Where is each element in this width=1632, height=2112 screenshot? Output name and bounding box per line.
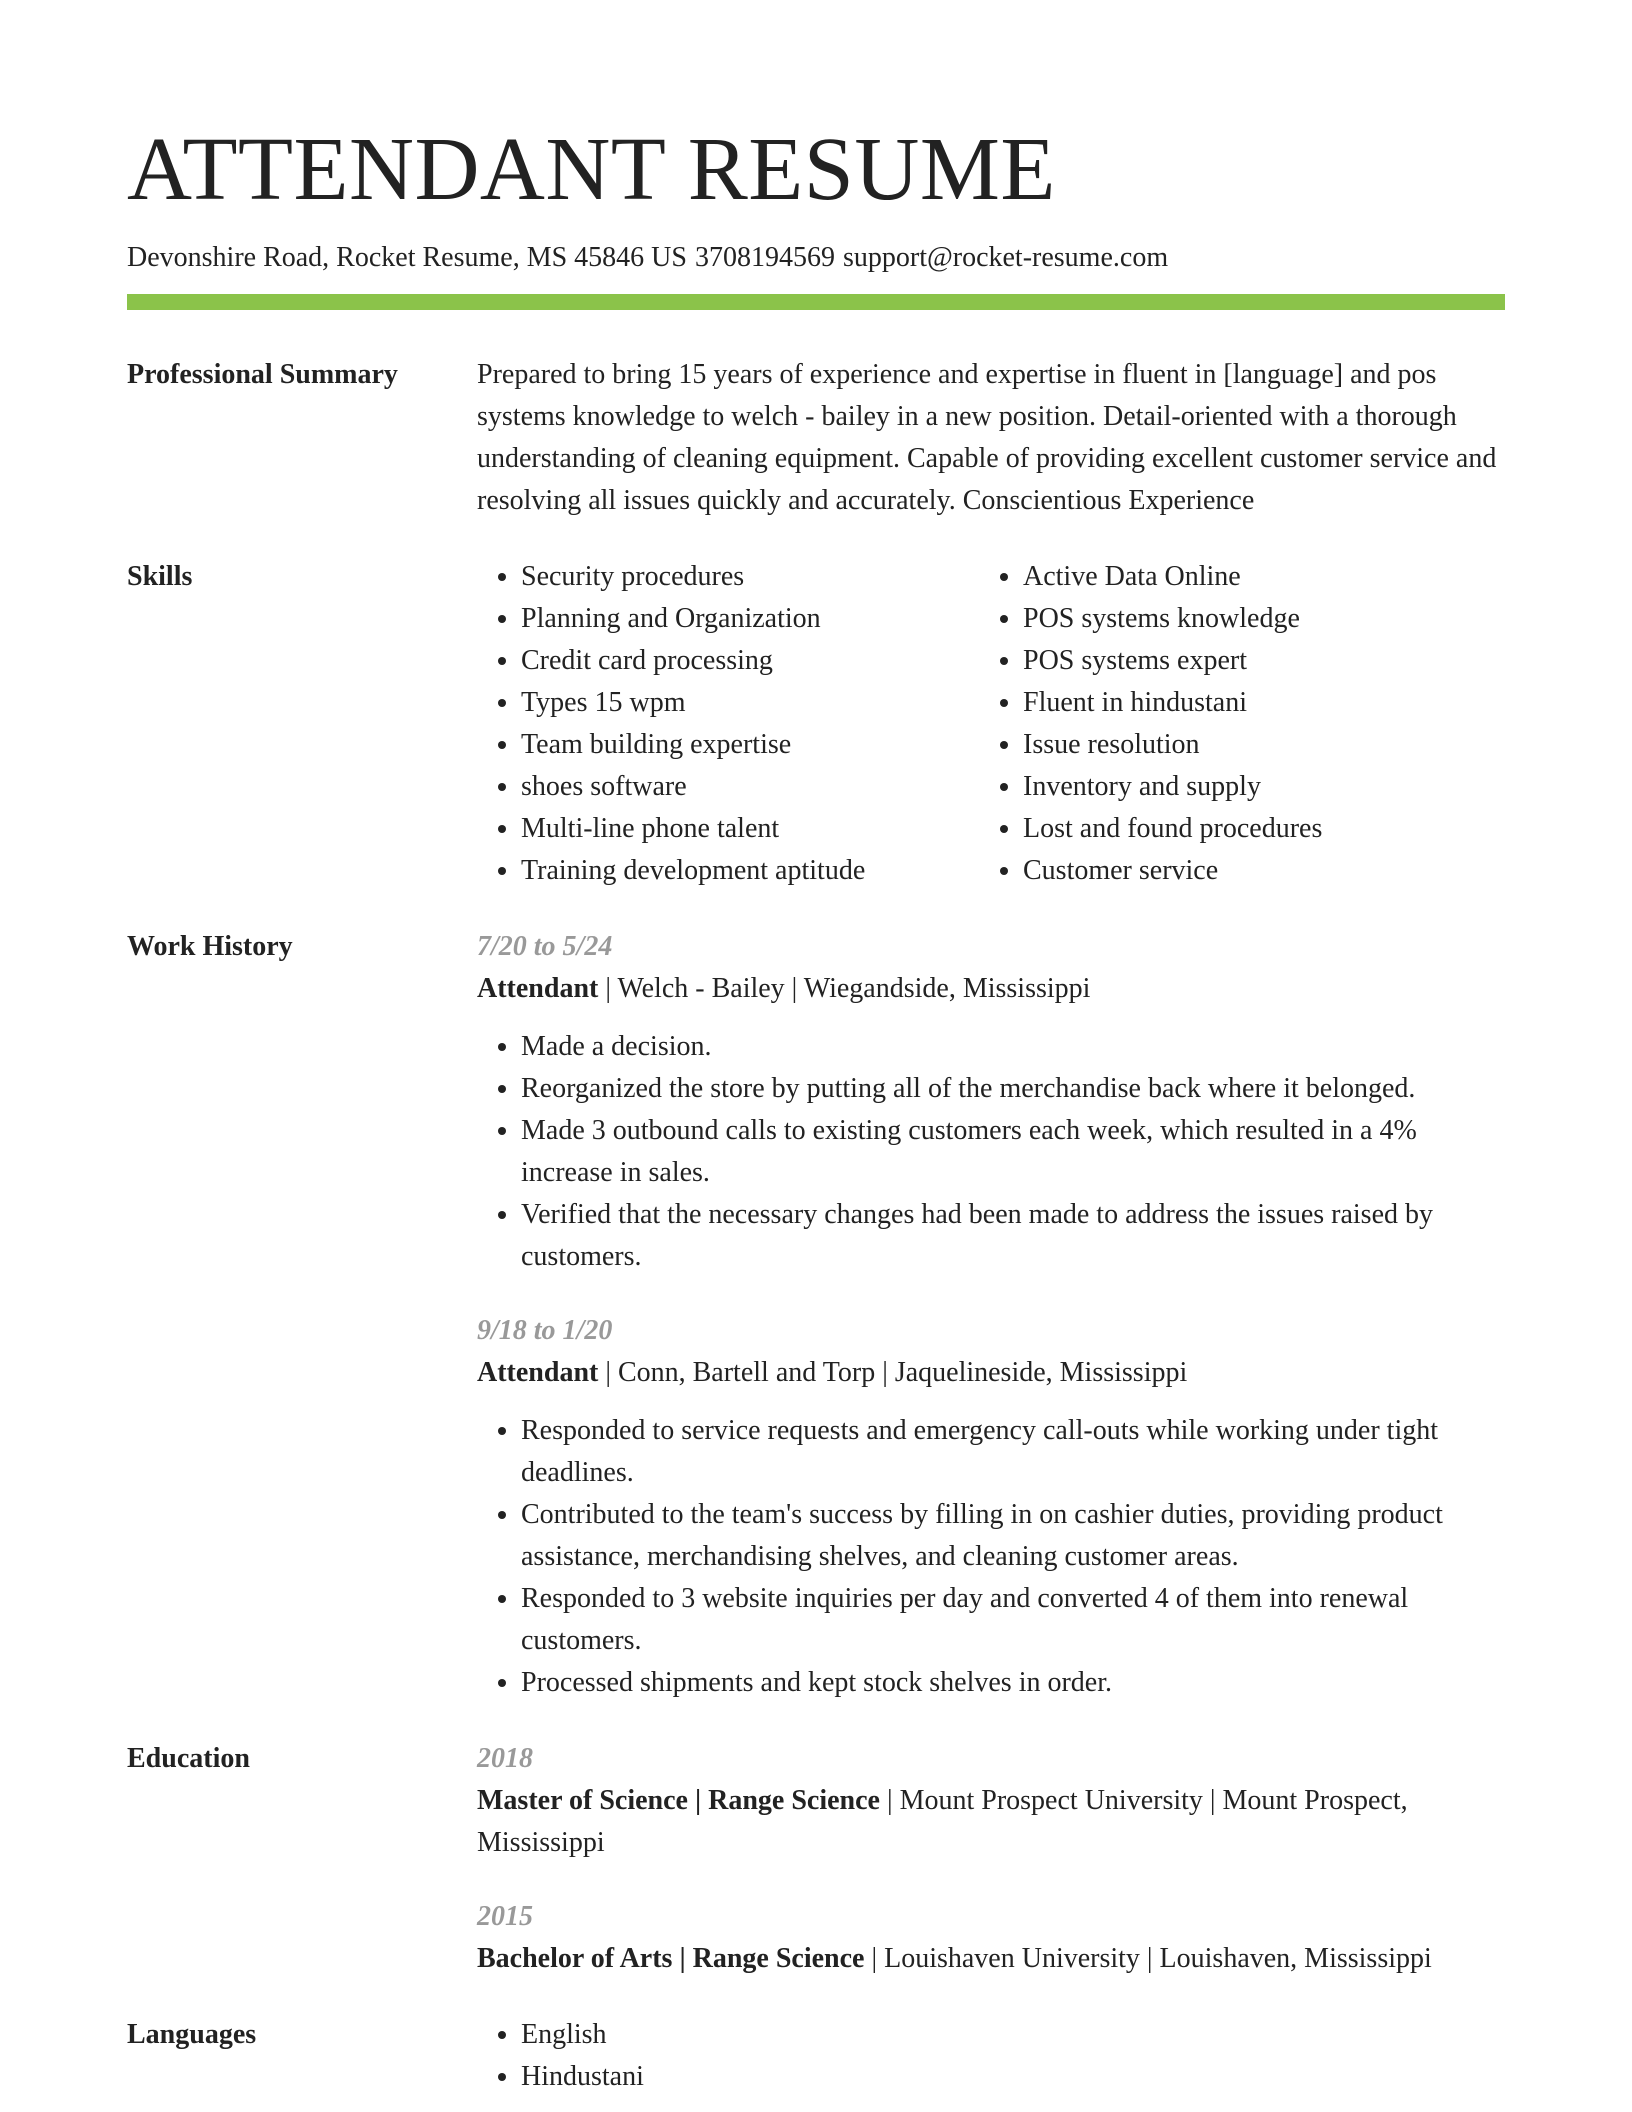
skill-item: • Types 15 wpm xyxy=(521,682,979,724)
job-bullet: • Made a decision. xyxy=(521,1026,1505,1068)
job-bullet: • Verified that the necessary changes had been made to address the issues raised by customers. xyxy=(521,1194,1505,1278)
skill-item: • Fluent in hindustani xyxy=(1023,682,1481,724)
skills-right-column xyxy=(979,556,1481,892)
job-role-line xyxy=(477,968,1505,1010)
job-role-line xyxy=(477,1352,1505,1394)
education-line xyxy=(477,1938,1505,1980)
skill-item: • Lost and found procedures xyxy=(1023,808,1481,850)
job-entry xyxy=(477,926,1505,1278)
skill-item: • Team building expertise xyxy=(521,724,979,766)
contact-phone: 3708194569 xyxy=(694,242,835,273)
header-divider xyxy=(127,294,1505,310)
work-history-section xyxy=(127,926,1505,1704)
skills-left-column xyxy=(477,556,979,892)
education-section xyxy=(127,1738,1505,1980)
skill-item: • shoes software xyxy=(521,766,979,808)
skill-item: • Issue resolution xyxy=(1023,724,1481,766)
job-bullet: • Processed shipments and kept stock shelves in order. xyxy=(521,1662,1505,1704)
job-details: | Welch - Bailey | Wiegandside, Mississippi xyxy=(598,973,1091,1004)
resume-title: ATTENDANT RESUME xyxy=(127,120,1056,219)
skills-section xyxy=(127,556,1505,892)
summary-section xyxy=(127,354,1505,522)
skill-item: • Multi-line phone talent xyxy=(521,808,979,850)
contact-address: Devonshire Road, Rocket Resume, MS 45846 US xyxy=(127,242,687,273)
languages-heading: Languages xyxy=(127,2019,257,2050)
education-heading: Education xyxy=(127,1743,250,1774)
job-entry xyxy=(477,1310,1505,1704)
skill-item: • Customer service xyxy=(1023,850,1481,892)
job-title: Attendant xyxy=(477,1357,599,1388)
education-entry xyxy=(477,1896,1505,1980)
skill-item: • Inventory and supply xyxy=(1023,766,1481,808)
job-bullet: • Contributed to the team's success by filling in on cashier duties, providing product assistance, merchandising shelves, and cleaning customer areas. xyxy=(521,1494,1505,1578)
skill-item: • Security procedures xyxy=(521,556,979,598)
education-year: 2018 xyxy=(477,1743,533,1774)
skills-heading: Skills xyxy=(127,561,193,592)
summary-heading: Professional Summary xyxy=(127,359,398,390)
education-line xyxy=(477,1780,1505,1864)
skill-item: • POS systems expert xyxy=(1023,640,1481,682)
job-dates: 7/20 to 5/24 xyxy=(477,931,613,962)
job-bullet: • Responded to 3 website inquiries per day and converted 4 of them into renewal customers. xyxy=(521,1578,1505,1662)
language-item: • English xyxy=(521,2014,1505,2056)
job-bullet: • Made 3 outbound calls to existing customers each week, which resulted in a 4% increase in sales. xyxy=(521,1110,1505,1194)
job-details: | Conn, Bartell and Torp | Jaquelineside, Mississippi xyxy=(598,1357,1188,1388)
skill-item: • Active Data Online xyxy=(1023,556,1481,598)
education-details: | Louishaven University | Louishaven, Mississippi xyxy=(864,1943,1432,1974)
education-entry xyxy=(477,1738,1505,1864)
skill-item: • Planning and Organization xyxy=(521,598,979,640)
summary-text: Prepared to bring 15 years of experience and expertise in fluent in [language] and pos systems knowledge to welch - bailey in a new position. Detail-oriented with a thorough understanding of cleaning equipment. Capable of providing excellent customer service and resolving all issues quickly and accurately. Conscientious Experience xyxy=(477,359,1497,516)
skill-item: • Credit card processing xyxy=(521,640,979,682)
education-year: 2015 xyxy=(477,1901,533,1932)
degree-title: Bachelor of Arts | Range Science xyxy=(477,1943,865,1974)
skill-item: • Training development aptitude xyxy=(521,850,979,892)
job-bullet: • Responded to service requests and emergency call-outs while working under tight deadlines. xyxy=(521,1410,1505,1494)
education-details: | Mount Prospect University | Mount Prospect, Mississippi xyxy=(477,1785,1408,1858)
job-bullet: • Reorganized the store by putting all of the merchandise back where it belonged. xyxy=(521,1068,1505,1110)
contact-email: support@rocket-resume.com xyxy=(842,242,1169,273)
work-history-heading: Work History xyxy=(127,931,293,962)
skill-item: • POS systems knowledge xyxy=(1023,598,1481,640)
languages-section xyxy=(127,2014,1505,2098)
job-dates: 9/18 to 1/20 xyxy=(477,1315,613,1346)
job-title: Attendant xyxy=(477,973,599,1004)
language-item: • Hindustani xyxy=(521,2056,1505,2098)
degree-title: Master of Science | Range Science xyxy=(477,1785,880,1816)
contact-line xyxy=(127,240,1505,276)
